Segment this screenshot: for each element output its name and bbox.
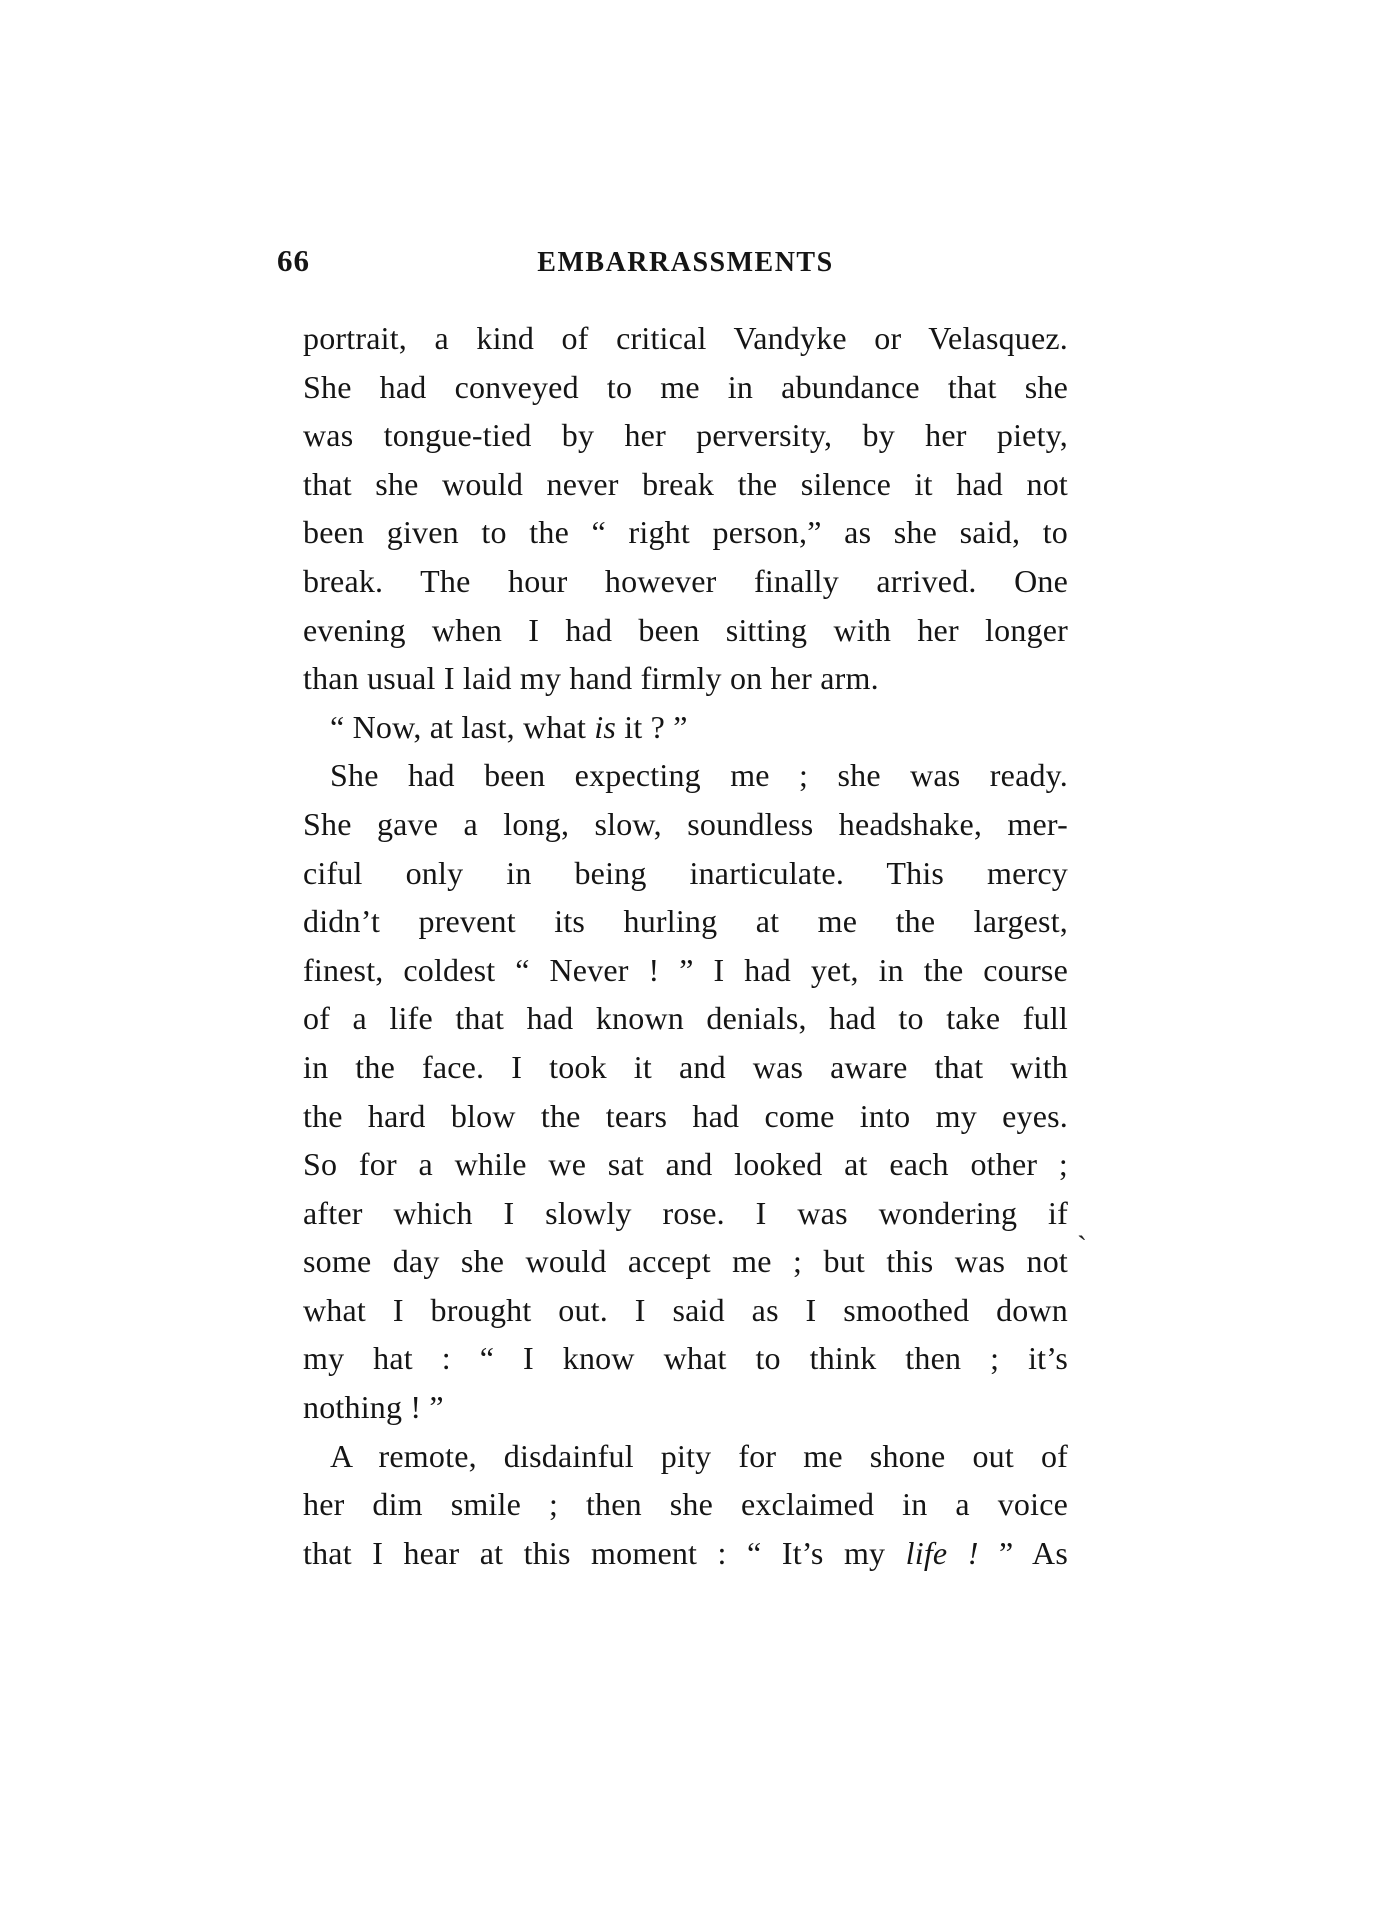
body-text	[303, 314, 1068, 1577]
text-line: ciful only in being inarticulate. This mercy	[303, 854, 1068, 891]
running-title: EMBARRASSMENTS	[537, 247, 834, 278]
text-line: was tongue-tied by her perversity, by her piety,	[303, 417, 1068, 454]
text-line: nothing ! ”	[303, 1389, 444, 1426]
text-line: A remote, disdainful pity for me shone out of	[330, 1437, 1068, 1474]
margin-mark-artifact: ˋ	[1077, 1230, 1087, 1263]
text-line: that she would never break the silence it had not	[303, 465, 1068, 502]
text-line: She had been expecting me ; she was ready.	[330, 757, 1068, 794]
text-line: been given to the “ right person,” as she said, to	[303, 514, 1068, 551]
page-number: 66	[277, 243, 310, 278]
text-line: my hat : “ I know what to think then ; it’s	[303, 1340, 1068, 1377]
text-line: break. The hour however finally arrived. One	[303, 562, 1068, 599]
text-line: after which I slowly rose. I was wondering if	[303, 1194, 1068, 1231]
text-line: evening when I had been sitting with her longer	[303, 611, 1068, 648]
text-line: She had conveyed to me in abundance that she	[303, 368, 1068, 405]
text-line: that I hear at this moment : “ It’s my life ! ” As	[303, 1534, 1068, 1571]
text-line: finest, coldest “ Never ! ” I had yet, in the course	[303, 951, 1068, 988]
text-line: some day she would accept me ; but this was not	[303, 1243, 1068, 1280]
text-line: She gave a long, slow, soundless headshake, mer-	[303, 805, 1068, 842]
text-line: her dim smile ; then she exclaimed in a voice	[303, 1486, 1068, 1523]
text-line: in the face. I took it and was aware that with	[303, 1048, 1068, 1085]
text-line: didn’t prevent its hurling at me the largest,	[303, 903, 1068, 940]
text-line: than usual I laid my hand firmly on her arm.	[303, 660, 879, 697]
text-line: So for a while we sat and looked at each other ;	[303, 1146, 1068, 1183]
text-line: the hard blow the tears had come into my eyes.	[303, 1097, 1068, 1134]
text-line: of a life that had known denials, had to take full	[303, 1000, 1068, 1037]
text-line: portrait, a kind of critical Vandyke or Velasquez.	[303, 320, 1068, 356]
text-line: what I brought out. I said as I smoothed down	[303, 1291, 1068, 1328]
text-line: “ Now, at last, what is it ? ”	[330, 708, 688, 745]
